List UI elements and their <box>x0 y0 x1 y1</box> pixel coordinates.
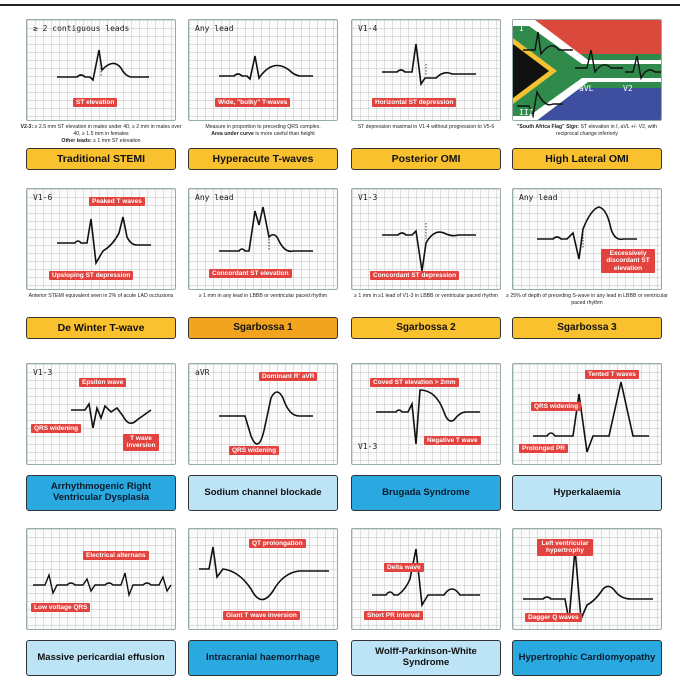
lead-label-i: I <box>519 24 524 33</box>
tag-dominant-r-avr: Dominant R' aVR <box>259 372 317 381</box>
ecg-panel <box>512 188 662 290</box>
ecg-panel <box>512 19 662 121</box>
ecg-panel <box>26 363 176 465</box>
ecg-panel <box>188 19 338 121</box>
tag-upsloping-st-depression: Upsloping ST depression <box>49 271 133 280</box>
lead-label: V1-3 <box>358 193 378 202</box>
lead-label: ≥ 2 contiguous leads <box>33 24 130 33</box>
tag-dagger-q-waves: Dagger Q waves <box>525 613 582 622</box>
ecg-panel <box>351 188 501 290</box>
ecg-panel <box>26 188 176 290</box>
tag-electrical-alternans: Electrical alternans <box>83 551 149 560</box>
ecg-panel <box>351 19 501 121</box>
caption: ≥ 1 mm in any lead in LBBB or ventricular paced rhythm <box>198 293 328 299</box>
ecg-panel <box>26 528 176 630</box>
title-hyperkalaemia: Hyperkalaemia <box>512 475 662 511</box>
title-wpw: Wolff-Parkinson-White Syndrome <box>351 640 501 676</box>
ecg-panel <box>188 188 338 290</box>
ecg-panel <box>512 528 662 630</box>
title-high-lateral-omi: High Lateral OMI <box>512 148 662 170</box>
tag-st-elevation: ST elevation <box>73 98 117 107</box>
tag-tented-t-waves: Tented T waves <box>585 370 639 379</box>
title-sodium-channel: Sodium channel blockade <box>188 475 338 511</box>
lead-label: V1-3 <box>33 368 53 377</box>
ecg-panel <box>351 528 501 630</box>
tag-concordant-st-elevation: Concordant ST elevation <box>209 269 292 278</box>
title-hcm: Hypertrophic Cardiomyopathy <box>512 640 662 676</box>
lead-label: Any lead <box>195 24 234 33</box>
ecg-trace <box>513 189 662 290</box>
title-brugada: Brugada Syndrome <box>351 475 501 511</box>
lead-label: Any lead <box>195 193 234 202</box>
ecg-panel <box>26 19 176 121</box>
south-africa-flag-icon <box>513 20 662 121</box>
lead-label-v2: V2 <box>623 84 633 93</box>
tag-left-ventricular-hypertrophy: Left ventricular hypertrophy <box>537 539 593 556</box>
caption: V2-3: ≥ 2.5 mm ST elevation in males under 40, ≥ 2 mm in males over 40, ≥ 1.5 mm in females Other leads: ≥ 1 mm ST elevation <box>20 124 182 144</box>
title-traditional-stemi: Traditional STEMI <box>26 148 176 170</box>
title-sgarbossa-1: Sgarbossa 1 <box>188 317 338 339</box>
title-sgarbossa-3: Sgarbossa 3 <box>512 317 662 339</box>
lead-label-iii: III <box>519 108 534 117</box>
title-de-winter: De Winter T-wave <box>26 317 176 339</box>
top-border <box>0 4 680 6</box>
caption: Anterior STEMI equivalent seen in 2% of acute LAD occlusions <box>28 293 174 299</box>
caption: "South Africa Flag" Sign: ST elevation in I, aVL +/- V2, with reciprocal change inferiorly <box>516 124 658 137</box>
lead-label: aVR <box>195 368 210 377</box>
tag-coved-st-elevation: Coved ST elevation > 2mm <box>370 378 459 387</box>
ecg-panel <box>512 363 662 465</box>
tag-peaked-t-waves: Peaked T waves <box>89 197 145 206</box>
tag-negative-t-wave: Negative T wave <box>424 436 481 445</box>
title-hyperacute-t-waves: Hyperacute T-waves <box>188 148 338 170</box>
lead-label: V1-3 <box>358 442 378 451</box>
tag-qt-prolongation: QT prolongation <box>249 539 306 548</box>
caption: ≥ 1 mm in ≥1 lead of V1-3 in LBBB or ventricular paced rhythm <box>354 293 498 299</box>
lead-label: V1-6 <box>33 193 53 202</box>
tag-delta-wave: Delta wave <box>384 563 424 572</box>
title-arvd: Arrhythmogenic Right Ventricular Dysplasia <box>26 475 176 511</box>
tag-giant-t-wave-inversion: Giant T wave inversion <box>223 611 300 620</box>
tag-short-pr-interval: Short PR interval <box>364 611 423 620</box>
lead-label: Any lead <box>519 193 558 202</box>
caption: ≥ 25% of depth of preceding S-wave in any lead in LBBB or ventricular paced rhythm <box>506 293 668 306</box>
title-posterior-omi: Posterior OMI <box>351 148 501 170</box>
tag-qrs-widening: QRS widening <box>31 424 81 433</box>
tag-concordant-st-depression: Concordant ST depression <box>370 271 459 280</box>
ecg-panel <box>188 528 338 630</box>
tag-horizontal-st-depression: Horizontal ST depression <box>372 98 456 107</box>
caption: ST depression maximal in V1-4 without progression to V5-6 <box>357 124 495 130</box>
ecg-panel <box>188 363 338 465</box>
tag-wide-t-waves: Wide, "bulky" T-waves <box>215 98 290 107</box>
caption: Measure in proportion to preceding QRS complex. Area under curve is more useful than height <box>205 124 321 137</box>
lead-label: V1-4 <box>358 24 378 33</box>
tag-qrs-widening: QRS widening <box>229 446 279 455</box>
title-intracranial-haemorrhage: Intracranial haemorrhage <box>188 640 338 676</box>
tag-excessively-discordant-st-elevation: Excessively discordant ST elevation <box>601 249 655 273</box>
tag-low-voltage-qrs: Low voltage QRS <box>31 603 90 612</box>
title-sgarbossa-2: Sgarbossa 2 <box>351 317 501 339</box>
tag-epsilon-wave: Epsilon wave <box>79 378 126 387</box>
ecg-panel <box>351 363 501 465</box>
lead-label-avl: aVL <box>579 84 594 93</box>
tag-prolonged-pr: Prolonged PR <box>519 444 568 453</box>
tag-t-wave-inversion: T wave inversion <box>123 434 159 451</box>
tag-qrs-widening: QRS widening <box>531 402 581 411</box>
ecg-trace <box>27 529 176 630</box>
title-pericardial-effusion: Massive pericardial effusion <box>26 640 176 676</box>
